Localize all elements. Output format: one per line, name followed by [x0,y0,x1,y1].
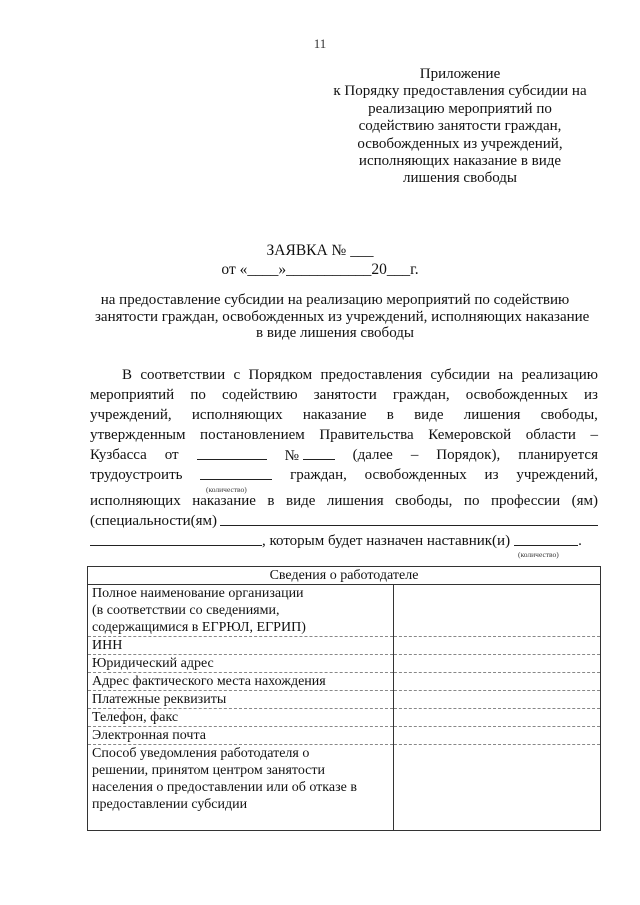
word: освобожденных [364,467,467,483]
label-line: Электронная почта [92,728,206,743]
word: из [484,467,499,483]
word: трудоустроить [90,467,183,483]
word: граждан, [290,467,347,483]
word: в [267,493,275,509]
appendix-line: исполняющих наказание в виде [358,153,562,170]
word: Кузбасса [90,447,147,463]
word: виде [414,407,444,423]
quantity-hint: (количество) [206,485,247,494]
word: Правительства [319,427,414,443]
label-line: Полное наименование организации [92,586,304,601]
word: с [233,367,241,383]
word: – [590,427,598,443]
application-subtitle [95,292,590,342]
label-line: населения о предоставлении или об отказе в [92,780,357,795]
row-label [88,673,394,691]
word: (далее [352,447,393,463]
specialty-blank[interactable] [220,511,598,526]
label-line: Юридический адрес [92,656,214,671]
row-value-cell[interactable] [394,727,601,745]
label-line: Способ уведомления работодателя о [92,746,310,761]
table-header-row [88,567,601,585]
mentors-quantity-blank[interactable] [514,531,578,546]
table-row [88,709,601,727]
resolution-date-blank[interactable] [197,445,267,460]
word: наказание [192,493,256,509]
appendix-line: содействию занятости граждан, [358,118,562,135]
word: предоставления [320,367,422,383]
word: от [164,447,179,463]
word: постановлением [200,427,305,443]
body-line-2 [90,385,598,405]
appendix-line: реализацию мероприятий по [368,100,552,117]
word: планируется [518,447,598,463]
label-line: Телефон, факс [92,710,179,725]
word: реализацию [521,367,598,383]
word: из [583,387,598,403]
table-row [88,691,601,709]
row-value-cell[interactable] [394,655,601,673]
word: по [190,387,206,403]
word: (специальности(ям) [90,513,218,529]
page-number: 11 [313,36,327,51]
mentor-text: , которым будет назначен наставник(и) [262,533,511,549]
row-value-cell[interactable] [394,709,601,727]
label-line: Платежные реквизиты [92,692,227,707]
row-value-cell[interactable] [394,673,601,691]
word: свободы, [540,407,598,423]
word: исполняющих [90,493,181,509]
appendix-line: освобожденных из учреждений, [357,135,563,152]
row-label [88,727,394,745]
subtitle-line: в виде лишения свободы [256,325,414,341]
body-line-8 [90,511,598,531]
body-line-3 [90,405,598,425]
word: Порядок), [436,447,501,463]
body-line-1 [90,365,598,385]
word: содействию [222,387,298,403]
appendix-block [300,66,620,188]
word: по [463,493,480,509]
table-row [88,745,601,831]
employer-info-table [87,566,601,831]
label-line [92,813,389,830]
word: профессии [490,493,561,509]
label-line: решении, принятом центром занятости [92,763,325,778]
resolution-number-group [285,445,335,465]
row-label [88,655,394,673]
body-line-7 [90,491,598,511]
application-title: ЗАЯВКА № ___ [266,242,374,259]
subtitle-line: на предоставление субсидии на реализацию мероприятий по содействию [100,292,570,308]
row-value-cell[interactable] [394,745,601,831]
word: Кемеровской [428,427,512,443]
row-value-cell[interactable] [394,585,601,637]
label-line: Адрес фактического места нахождения [92,674,326,689]
table-row [88,585,601,637]
appendix-line: к Порядку предоставления субсидии на [333,83,587,100]
body-line-5 [90,445,598,465]
word: освобожденных [465,387,568,403]
label-line: содержащимися в ЕГРЮЛ, ЕГРИП) [92,620,306,635]
word: учреждений, [516,467,598,483]
specialty-continuation-blank[interactable] [90,531,262,546]
row-label [88,709,394,727]
word: утвержденным [90,427,186,443]
word: субсидии [430,367,491,383]
row-label [88,585,394,637]
word: граждан, [392,387,450,403]
row-value-cell[interactable] [394,691,601,709]
row-value-cell[interactable] [394,637,601,655]
word: области [525,427,576,443]
word: занятости [313,387,377,403]
body-line-9 [90,531,598,559]
label-line: (в соответствии со сведениями, [92,603,280,618]
word: (ям) [571,493,598,509]
table-row [88,655,601,673]
appendix-line: лишения свободы [403,170,517,187]
period: . [578,533,582,549]
application-date-line: от «____»___________20___г. [221,261,419,278]
citizens-quantity-blank[interactable] [200,465,272,480]
word: мероприятий [90,387,175,403]
body-line-4 [90,425,598,445]
label-line: предоставлении субсидии [92,797,248,812]
application-body [90,365,598,559]
word: на [498,367,514,383]
word: наказание [302,407,367,423]
row-label [88,745,394,831]
table-row [88,637,601,655]
word: свободы, [395,493,453,509]
subtitle-line: занятости граждан, освобожденных из учреждений, исполняющих наказание [95,308,590,325]
quantity-hint: (количество) [518,550,559,559]
table-row [88,673,601,691]
word: исполняющих [191,407,283,423]
row-label [88,691,394,709]
word: учреждений, [90,407,172,423]
appendix-line: Приложение [419,66,501,82]
resolution-number-blank[interactable] [303,445,335,460]
table-header: Сведения о работодателе [88,567,601,585]
word: соответствии [140,367,226,383]
label-line: ИНН [92,638,123,653]
table-row [88,727,601,745]
number-sign: № [284,448,299,464]
word: лишения [326,493,384,509]
word: лишения [463,407,521,423]
word: виде [286,493,316,509]
body-line-6 [90,465,598,494]
word: в [386,407,394,423]
row-label [88,637,394,655]
word: В [122,367,133,383]
word: Порядком [248,367,313,383]
word: – [410,447,419,463]
